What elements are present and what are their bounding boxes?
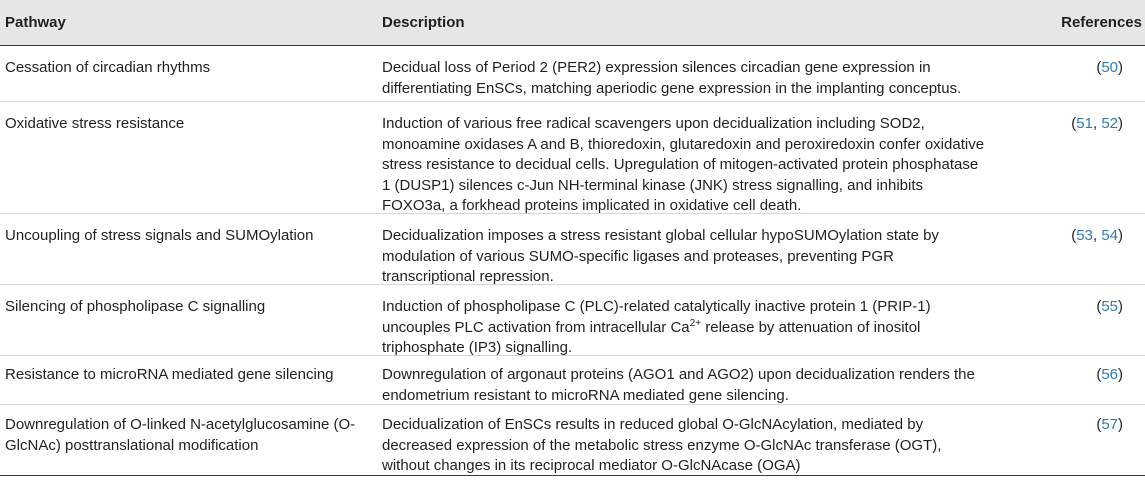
ref-close-paren: ) <box>1118 416 1123 433</box>
table-row <box>0 285 1145 356</box>
ref-close-paren: ) <box>1118 115 1123 132</box>
header-references: References <box>1061 14 1142 31</box>
ref-close-paren: ) <box>1118 59 1123 76</box>
description-cell <box>382 297 987 359</box>
ref-separator: , <box>1092 115 1102 132</box>
description-cell: Decidualization imposes a stress resistant global cellular hypoSUMOylation state by modulation of various SUMO-specific ligases and proteases, preventing PGR transcriptional repression. <box>382 227 939 285</box>
ref-close-paren: ) <box>1118 227 1123 244</box>
reference-link[interactable]: 51 <box>1076 115 1093 132</box>
table-row <box>0 46 1145 102</box>
references-cell <box>1003 365 1123 386</box>
pathway-cell: Silencing of phospholipase C signalling <box>5 298 266 315</box>
references-cell <box>1003 114 1123 135</box>
ref-open-paren: ( <box>1096 416 1102 433</box>
table-header <box>0 0 1145 46</box>
reference-link[interactable]: 54 <box>1101 227 1118 244</box>
table-row <box>0 102 1145 214</box>
reference-link[interactable]: 56 <box>1101 366 1118 383</box>
table-row <box>0 405 1145 476</box>
reference-link[interactable]: 52 <box>1101 115 1118 132</box>
reference-link[interactable]: 50 <box>1101 59 1118 76</box>
pathway-cell: Cessation of circadian rhythms <box>5 59 211 76</box>
references-cell <box>1003 226 1123 247</box>
ref-open-paren: ( <box>1071 115 1077 132</box>
table-row <box>0 356 1145 405</box>
description-cell: Decidual loss of Period 2 (PER2) expression silences circadian gene expression in differentiating EnSCs, matching aperiodic gene expression in the implanting conceptus. <box>382 59 962 97</box>
description-cell: Induction of various free radical scavengers upon decidualization including SOD2, monoamine oxidases A and B, thioredoxin, glutaredoxin and peroxiredoxin confer oxidative stress resistance to decidual cells. Upregulation of mitogen-activated protein phosphatase 1 (DUSP1) silences c-Jun NH-terminal kinase (JNK) stress signalling, and inhibits FOXO3a, a forkhead proteins implicated in oxidative cell death. <box>382 115 985 214</box>
reference-link[interactable]: 57 <box>1101 416 1118 433</box>
ref-close-paren: ) <box>1118 298 1123 315</box>
references-cell <box>1003 297 1123 318</box>
superscript-charge: 2+ <box>689 317 702 329</box>
description-text: release by attenuation of inositol triphosphate (IP3) signalling. <box>382 318 921 356</box>
pathway-cell: Resistance to microRNA mediated gene silencing <box>5 366 334 383</box>
description-cell: Decidualization of EnSCs results in reduced global O-GlcNAcylation, mediated by decreased expression of the metabolic stress enzyme O-GlcNAc transferase (OGT), without changes in its reciprocal mediator O-GlcNAcase (OGA) <box>382 416 942 474</box>
reference-link[interactable]: 53 <box>1076 227 1093 244</box>
ref-separator: , <box>1092 227 1102 244</box>
ref-open-paren: ( <box>1096 59 1102 76</box>
table-row <box>0 214 1145 285</box>
pathway-cell: Downregulation of O-linked N-acetylglucosamine (O-GlcNAc) posttranslational modification <box>5 416 356 454</box>
description-cell: Downregulation of argonaut proteins (AGO1 and AGO2) upon decidualization renders the endometrium resistant to microRNA mediated gene silencing. <box>382 366 975 404</box>
header-pathway: Pathway <box>5 14 66 31</box>
references-cell <box>1003 415 1123 436</box>
pathway-cell: Oxidative stress resistance <box>5 115 185 132</box>
reference-link[interactable]: 55 <box>1101 298 1118 315</box>
ref-open-paren: ( <box>1096 366 1102 383</box>
header-description: Description <box>382 14 465 31</box>
pathway-cell: Uncoupling of stress signals and SUMOylation <box>5 227 314 244</box>
ref-close-paren: ) <box>1118 366 1123 383</box>
description-text: Induction of phospholipase C (PLC)-related catalytically inactive protein 1 (PRIP-1) uncouples PLC activation from intracellular Ca <box>382 298 931 336</box>
ref-open-paren: ( <box>1071 227 1077 244</box>
references-cell <box>1003 58 1123 79</box>
ref-open-paren: ( <box>1096 298 1102 315</box>
